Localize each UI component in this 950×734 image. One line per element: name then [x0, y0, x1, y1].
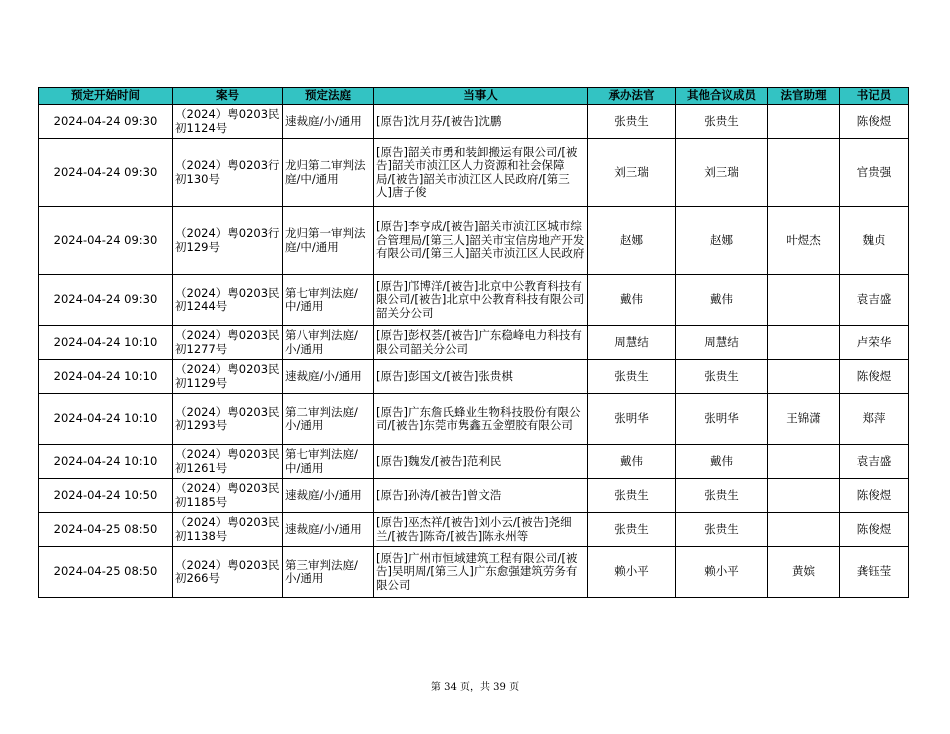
cell-judge: 戴伟: [588, 275, 676, 326]
cell-case-no: （2024）粤0203行初130号: [173, 139, 283, 207]
cell-time: 2024-04-24 10:10: [39, 394, 173, 445]
cell-members: 赖小平: [676, 547, 768, 598]
cell-clerk: 郑萍: [840, 394, 909, 445]
header-clerk: 书记员: [840, 88, 909, 105]
table-row: [39, 207, 909, 275]
table-row: [39, 139, 909, 207]
cell-assistant: [768, 479, 840, 513]
cell-parties: [原告]彭国文/[被告]张贵棋: [374, 360, 588, 394]
cell-time: 2024-04-25 08:50: [39, 547, 173, 598]
cell-members: 赵娜: [676, 207, 768, 275]
cell-clerk: 陈俊煜: [840, 105, 909, 139]
cell-members: 戴伟: [676, 275, 768, 326]
cell-members: 刘三瑞: [676, 139, 768, 207]
cell-judge: 张贵生: [588, 513, 676, 547]
cell-time: 2024-04-24 09:30: [39, 207, 173, 275]
cell-judge: 赖小平: [588, 547, 676, 598]
table-row: [39, 513, 909, 547]
page-footer: 第 34 页，共 39 页: [430, 682, 520, 693]
cell-time: 2024-04-24 10:10: [39, 326, 173, 360]
cell-case-no: （2024）粤0203民初1261号: [173, 445, 283, 479]
cell-assistant: [768, 513, 840, 547]
table-row: [39, 326, 909, 360]
cell-court: 速裁庭/小/通用: [283, 513, 374, 547]
cell-case-no: （2024）粤0203民初1277号: [173, 326, 283, 360]
cell-assistant: [768, 326, 840, 360]
cell-clerk: 龚钰莹: [840, 547, 909, 598]
cell-time: 2024-04-24 09:30: [39, 105, 173, 139]
cell-judge: 张贵生: [588, 105, 676, 139]
cell-clerk: 卢荣华: [840, 326, 909, 360]
cell-case-no: （2024）粤0203民初1124号: [173, 105, 283, 139]
header-case-no: 案号: [173, 88, 283, 105]
header-parties: 当事人: [374, 88, 588, 105]
cell-assistant: [768, 360, 840, 394]
cell-judge: 周慧结: [588, 326, 676, 360]
cell-clerk: 袁吉盛: [840, 445, 909, 479]
cell-court: 第二审判法庭/小/通用: [283, 394, 374, 445]
cell-court: 第八审判法庭/小/通用: [283, 326, 374, 360]
cell-judge: 赵娜: [588, 207, 676, 275]
cell-time: 2024-04-24 09:30: [39, 275, 173, 326]
cell-time: 2024-04-25 08:50: [39, 513, 173, 547]
cell-judge: 刘三瑞: [588, 139, 676, 207]
cell-time: 2024-04-24 10:10: [39, 445, 173, 479]
cell-assistant: [768, 105, 840, 139]
cell-judge: 张明华: [588, 394, 676, 445]
cell-court: 第七审判法庭/中/通用: [283, 275, 374, 326]
table-row: [39, 394, 909, 445]
header-start-time: 预定开始时间: [39, 88, 173, 105]
cell-clerk: 袁吉盛: [840, 275, 909, 326]
table-row: [39, 445, 909, 479]
cell-case-no: （2024）粤0203行初129号: [173, 207, 283, 275]
cell-members: 张贵生: [676, 360, 768, 394]
cell-judge: 张贵生: [588, 479, 676, 513]
cell-members: 张贵生: [676, 105, 768, 139]
header-assistant: 法官助理: [768, 88, 840, 105]
cell-clerk: 陈俊煜: [840, 479, 909, 513]
cell-court: 第三审判法庭/小/通用: [283, 547, 374, 598]
cell-parties: [原告]李亨成/[被告]韶关市浈江区城市综合管理局/[第三人]韶关市宝信房地产开发有限公司/[第三人]韶关市浈江区人民政府: [374, 207, 588, 275]
cell-court: 速裁庭/小/通用: [283, 360, 374, 394]
cell-assistant: 叶煜杰: [768, 207, 840, 275]
cell-parties: [原告]孙涛/[被告]曾文浩: [374, 479, 588, 513]
cell-clerk: 陈俊煜: [840, 360, 909, 394]
cell-time: 2024-04-24 10:10: [39, 360, 173, 394]
cell-assistant: [768, 139, 840, 207]
table-row: [39, 275, 909, 326]
cell-case-no: （2024）粤0203民初1293号: [173, 394, 283, 445]
cell-members: 张明华: [676, 394, 768, 445]
header-members: 其他合议成员: [676, 88, 768, 105]
cell-court: 速裁庭/小/通用: [283, 105, 374, 139]
cell-members: 周慧结: [676, 326, 768, 360]
cell-case-no: （2024）粤0203民初1185号: [173, 479, 283, 513]
cell-case-no: （2024）粤0203民初266号: [173, 547, 283, 598]
cell-assistant: 黄嫔: [768, 547, 840, 598]
table-row: [39, 360, 909, 394]
cell-court: 龙归第二审判法庭/中/通用: [283, 139, 374, 207]
cell-court: 速裁庭/小/通用: [283, 479, 374, 513]
header-judge: 承办法官: [588, 88, 676, 105]
cell-parties: [原告]沈月芬/[被告]沈鹏: [374, 105, 588, 139]
cell-parties: [原告]彭权荟/[被告]广东稳峰电力科技有限公司韶关分公司: [374, 326, 588, 360]
cell-court: 龙归第一审判法庭/中/通用: [283, 207, 374, 275]
cell-parties: [原告]巫杰祥/[被告]刘小云/[被告]尧细兰/[被告]陈奇/[被告]陈永州等: [374, 513, 588, 547]
table-row: [39, 547, 909, 598]
cell-judge: 张贵生: [588, 360, 676, 394]
table-header-row: [39, 88, 909, 105]
cell-time: 2024-04-24 10:50: [39, 479, 173, 513]
header-court: 预定法庭: [283, 88, 374, 105]
cell-judge: 戴伟: [588, 445, 676, 479]
cell-parties: [原告]邝博洋/[被告]北京中公教育科技有限公司/[被告]北京中公教育科技有限公司韶关分公司: [374, 275, 588, 326]
cell-case-no: （2024）粤0203民初1129号: [173, 360, 283, 394]
cell-clerk: 官贵强: [840, 139, 909, 207]
table-row: [39, 105, 909, 139]
cell-members: 张贵生: [676, 479, 768, 513]
cell-assistant: [768, 445, 840, 479]
hearing-schedule-table: [38, 87, 909, 598]
cell-parties: [原告]广东詹氏蜂业生物科技股份有限公司/[被告]东莞市隽鑫五金塑胶有限公司: [374, 394, 588, 445]
table-row: [39, 479, 909, 513]
cell-members: 张贵生: [676, 513, 768, 547]
cell-clerk: 魏贞: [840, 207, 909, 275]
cell-parties: [原告]广州市恒域建筑工程有限公司/[被告]吴明周/[第三人]广东愈强建筑劳务有限公司: [374, 547, 588, 598]
cell-members: 戴伟: [676, 445, 768, 479]
cell-assistant: 王锦潇: [768, 394, 840, 445]
cell-parties: [原告]魏发/[被告]范利民: [374, 445, 588, 479]
cell-court: 第七审判法庭/中/通用: [283, 445, 374, 479]
cell-clerk: 陈俊煜: [840, 513, 909, 547]
cell-parties: [原告]韶关市勇和装卸搬运有限公司/[被告]韶关市浈江区人力资源和社会保障局/[被告]韶关市浈江区人民政府/[第三人]唐子俊: [374, 139, 588, 207]
cell-case-no: （2024）粤0203民初1138号: [173, 513, 283, 547]
cell-case-no: （2024）粤0203民初1244号: [173, 275, 283, 326]
cell-time: 2024-04-24 09:30: [39, 139, 173, 207]
cell-assistant: [768, 275, 840, 326]
